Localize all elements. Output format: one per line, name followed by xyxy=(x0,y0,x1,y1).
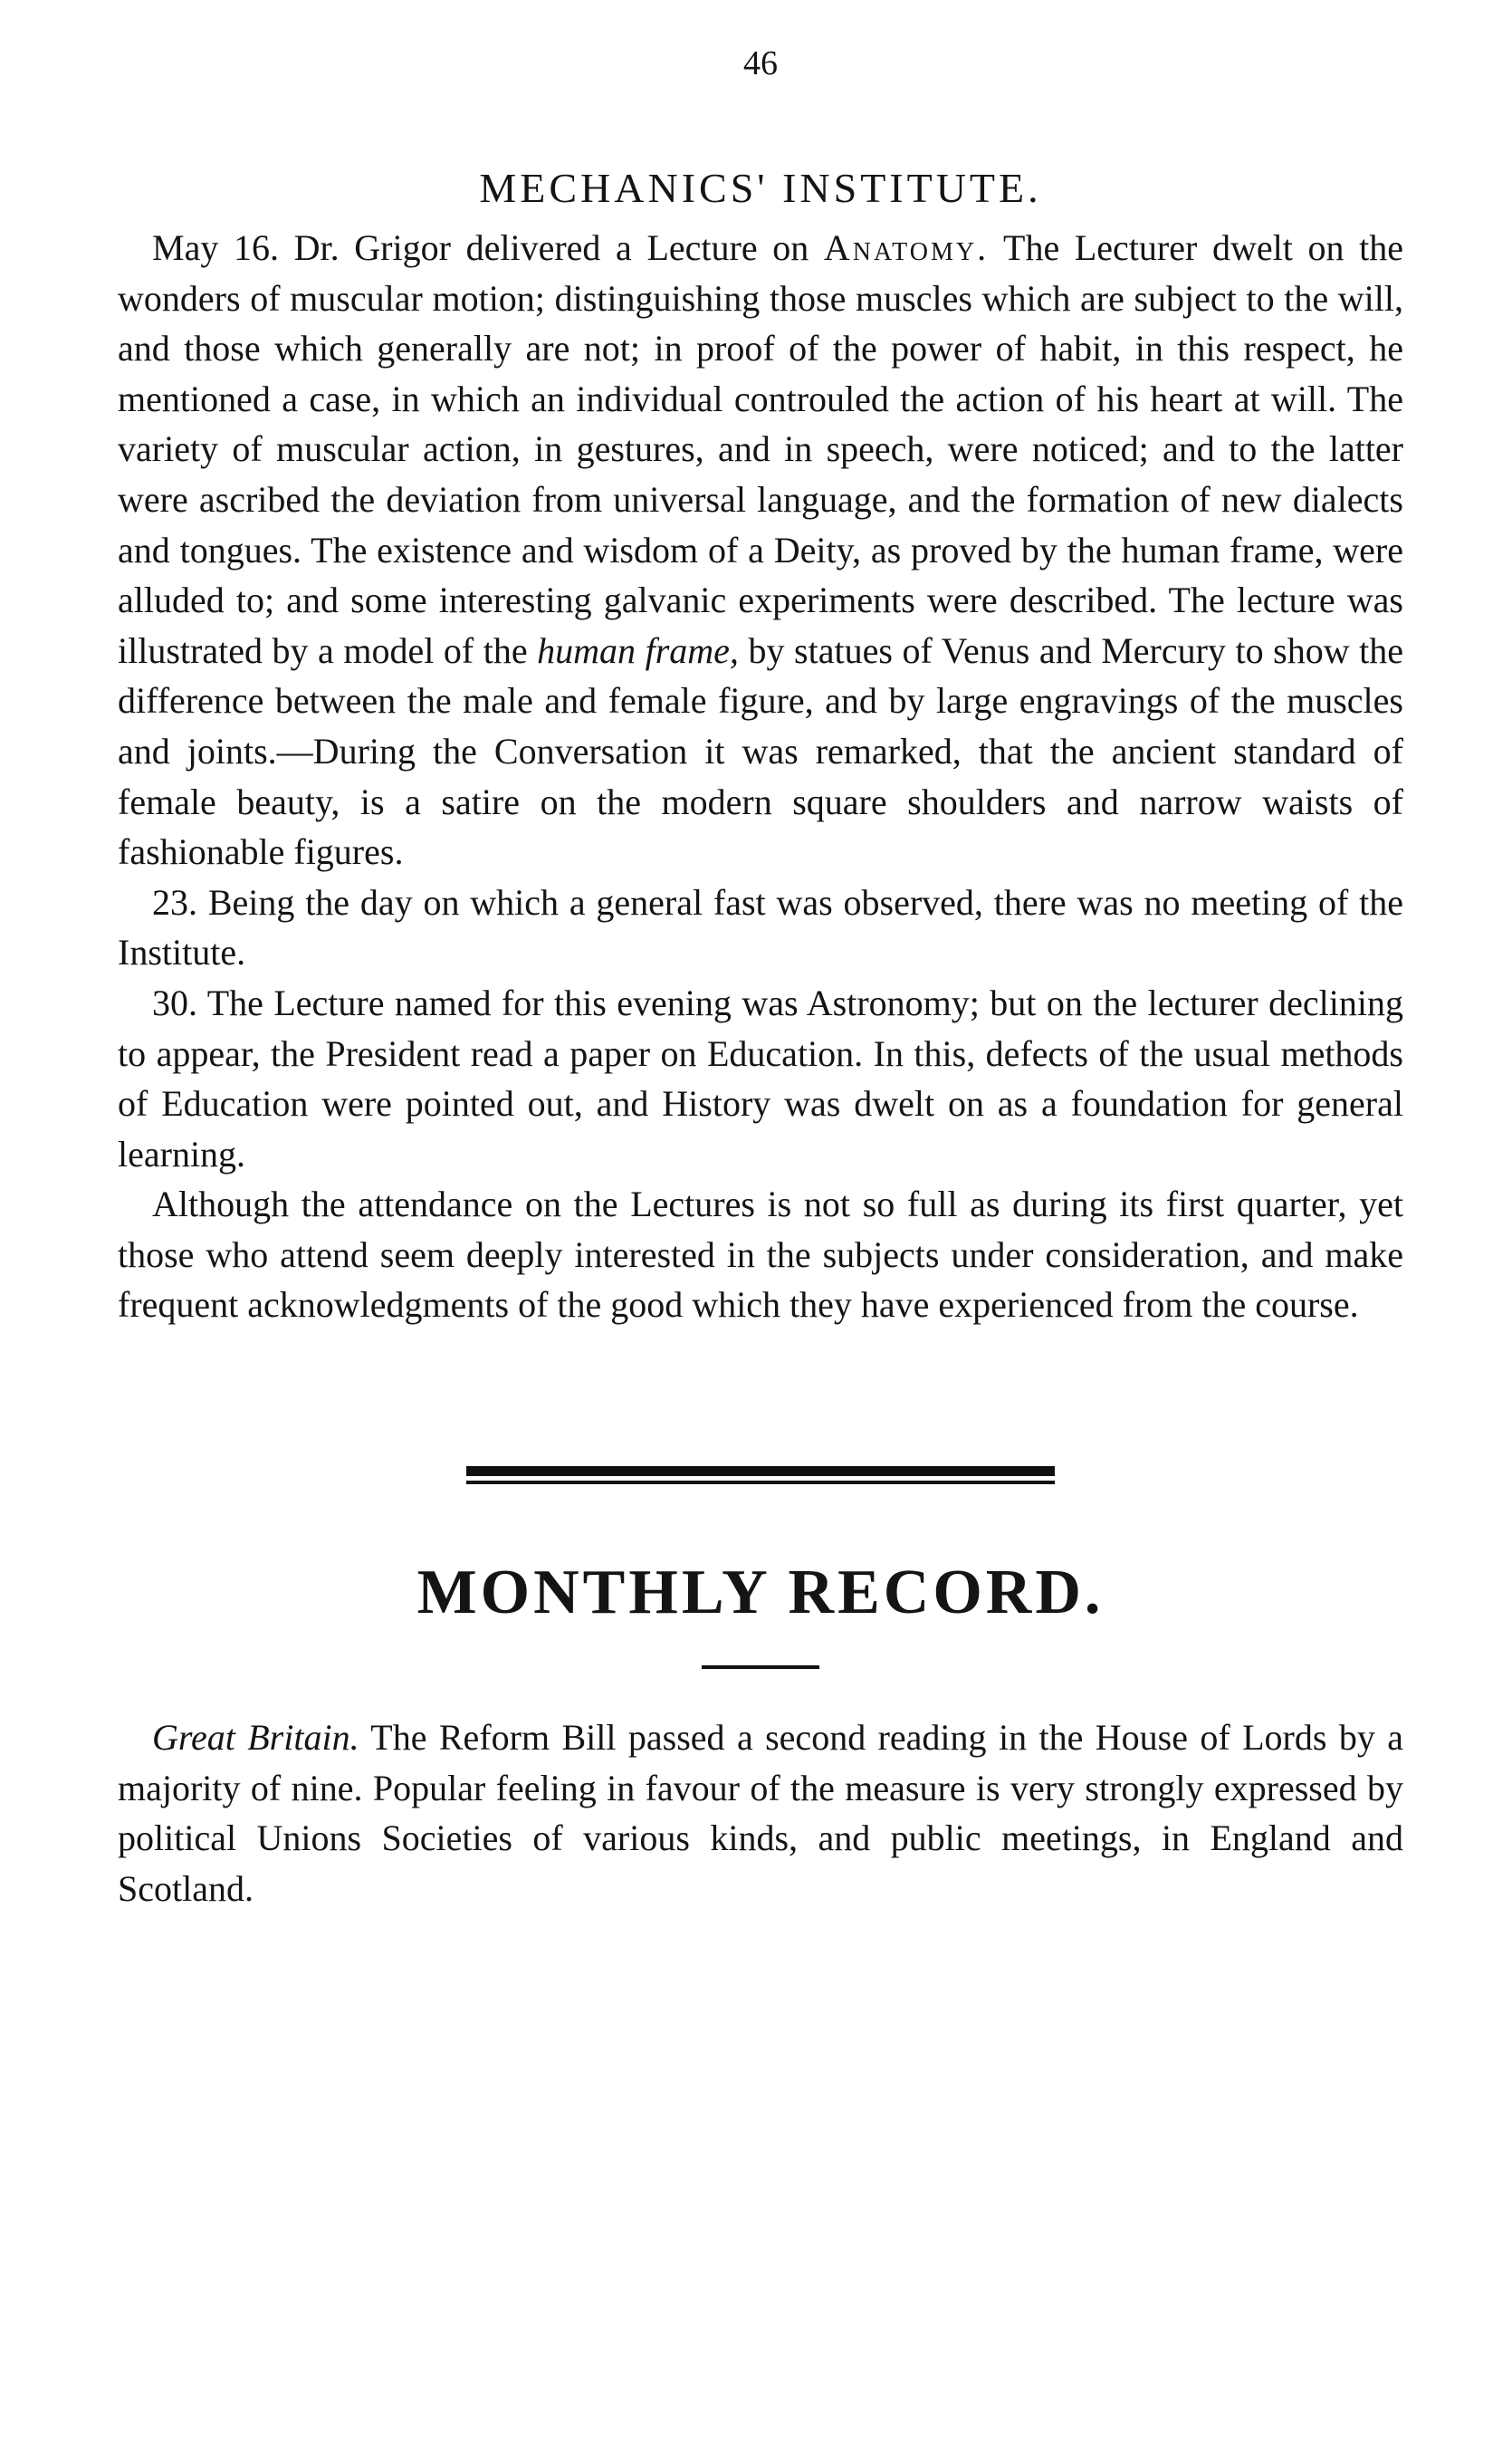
record-body: The Reform Bill passed a second reading in the House of Lords by a majority of nine. Popular feeling in favour of the measure is very strongly expressed by political Unions Societies of various kinds, and public meetings, in England and Scotland. xyxy=(118,1717,1403,1909)
entry-body-continued: by statues of Venus and Mercury to show the difference between the male and female figure, and by large engravings of the muscles and joints.—During the Conversation it was remarked, that the ancient standard of female beauty, is a satire on the modern square shoulders and narrow waists of fashionable figures. xyxy=(118,629,1403,873)
page-number: 46 xyxy=(743,44,778,82)
record-region: Great Britain. xyxy=(152,1717,359,1759)
entry-23 xyxy=(118,877,1403,978)
book-page xyxy=(118,36,1403,1913)
divider-thick-line xyxy=(466,1466,1055,1476)
entry-body: Being the day on which a general fast was observed, there was no meeting of the Institute. xyxy=(118,881,1403,973)
short-rule xyxy=(702,1665,819,1669)
institute-heading: MECHANICS' INSTITUTE. xyxy=(479,165,1042,211)
lecture-topic: Anatomy. xyxy=(823,227,990,268)
italic-phrase: human frame, xyxy=(537,629,739,671)
closing-paragraph: Although the attendance on the Lectures is not so full as during its first quarter, yet those who attend seem deeply interested in the subjects under consideration, and make frequent acknowledgments of the good which they have experienced from the course. xyxy=(118,1184,1403,1326)
entry-date: 23. xyxy=(152,881,197,923)
entry-lead: Dr. Grigor delivered a Lecture on xyxy=(293,227,809,268)
entry-may-16 xyxy=(118,223,1403,877)
divider-thin-line xyxy=(466,1481,1055,1484)
entry-30 xyxy=(118,978,1403,1179)
monthly-record-heading: MONTHLY RECORD. xyxy=(416,1558,1105,1628)
record-paragraph xyxy=(118,1712,1403,1913)
entry-body: The Lecture named for this evening was Astronomy; but on the lecturer declining to appear, the President read a paper on Education. In this, defects of the usual methods of Education were pointed out, and History was dwelt on as a foundation for general learning. xyxy=(118,982,1404,1175)
section-divider xyxy=(466,1466,1055,1484)
entry-body: The Lecturer dwelt on the wonders of muscular motion; distinguishing those muscles which are subject to the will, and those which generally are not; in proof of the power of habit, in this respect, he mentioned a case, in which an individual controuled the action of his heart at will. The variety of muscular action, in gestures, and in speech, were noticed; and to the latter were ascribed the deviation from universal language, and the formation of new dialects and tongues. The existence and wisdom of a Deity, as proved by the human frame, were alluded to; and some interesting galvanic experiments were described. The lecture was illustrated by a model of the xyxy=(118,227,1404,671)
entry-date: May 16. xyxy=(152,227,279,268)
entry-date: 30. xyxy=(152,982,197,1023)
